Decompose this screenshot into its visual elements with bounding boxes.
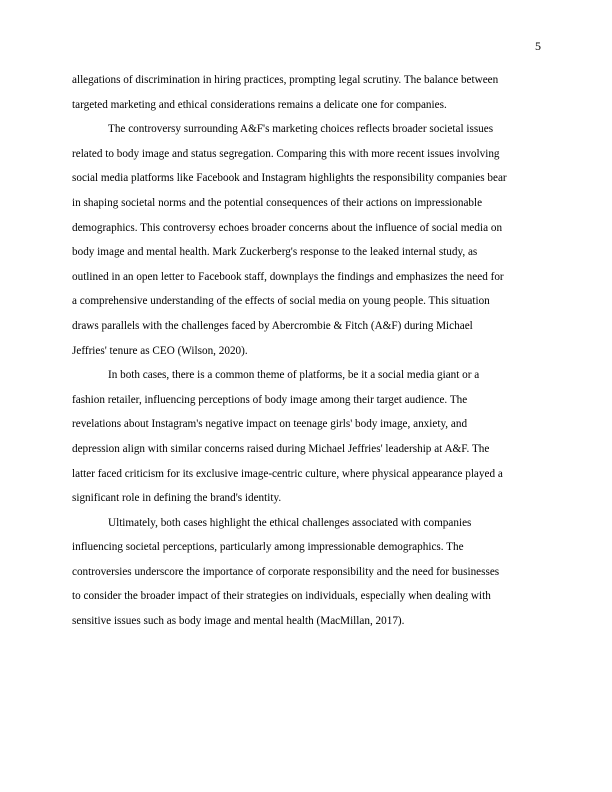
paragraph-2-line: draws parallels with the challenges faced by Abercrombie & Fitch (A&F) during Michael <box>72 319 473 332</box>
paragraph-3-line: latter faced criticism for its exclusive image-centric culture, where physical appearance played a <box>72 467 503 480</box>
paragraph-3-line: significant role in defining the brand's identity. <box>72 492 282 505</box>
paragraph-1-line: targeted marketing and ethical considerations remains a delicate one for companies. <box>72 98 447 111</box>
paragraph-2-line: social media platforms like Facebook and Instagram highlights the responsibility companies bear <box>72 172 507 185</box>
paragraph-2-line: Jeffries' tenure as CEO (Wilson, 2020). <box>72 344 248 357</box>
paragraph-2-line: in shaping societal norms and the potential consequences of their actions on impressionable <box>72 196 483 209</box>
paragraph-4-line: Ultimately, both cases highlight the ethical challenges associated with companies <box>108 516 472 529</box>
paragraph-1-line: allegations of discrimination in hiring practices, prompting legal scrutiny. The balance between <box>72 74 499 86</box>
paragraph-2-line: outlined in an open letter to Facebook staff, downplays the findings and emphasizes the need for <box>72 270 504 283</box>
page-number: 5 <box>535 39 541 53</box>
paragraph-2-line: a comprehensive understanding of the effects of social media on young people. This situation <box>72 295 490 308</box>
paragraph-3-line: depression align with similar concerns raised during Michael Jeffries' leadership at A&F. The <box>72 442 490 455</box>
paragraph-3-line: fashion retailer, influencing perceptions of body image among their target audience. The <box>72 393 468 406</box>
paragraph-3-line: revelations about Instagram's negative impact on teenage girls' body image, anxiety, and <box>72 418 468 431</box>
paragraph-2-line: demographics. This controversy echoes broader concerns about the influence of social media on <box>72 221 503 234</box>
paragraph-4-line: controversies underscore the importance of corporate responsibility and the need for businesses <box>72 565 500 578</box>
paragraph-2-line: body image and mental health. Mark Zuckerberg's response to the leaked internal study, as <box>72 246 478 259</box>
paragraph-4-line: to consider the broader impact of their strategies on individuals, especially when dealing with <box>72 590 491 603</box>
paragraph-2-line: related to body image and status segregation. Comparing this with more recent issues involving <box>72 147 500 160</box>
body-text <box>72 68 542 634</box>
paragraph-4-line: sensitive issues such as body image and mental health (MacMillan, 2017). <box>72 615 405 628</box>
paragraph-4-line: influencing societal perceptions, particularly among impressionable demographics. The <box>72 541 464 554</box>
paragraph-2-line: The controversy surrounding A&F's marketing choices reflects broader societal issues <box>108 123 494 136</box>
paragraph-3-line: In both cases, there is a common theme of platforms, be it a social media giant or a <box>108 369 480 382</box>
